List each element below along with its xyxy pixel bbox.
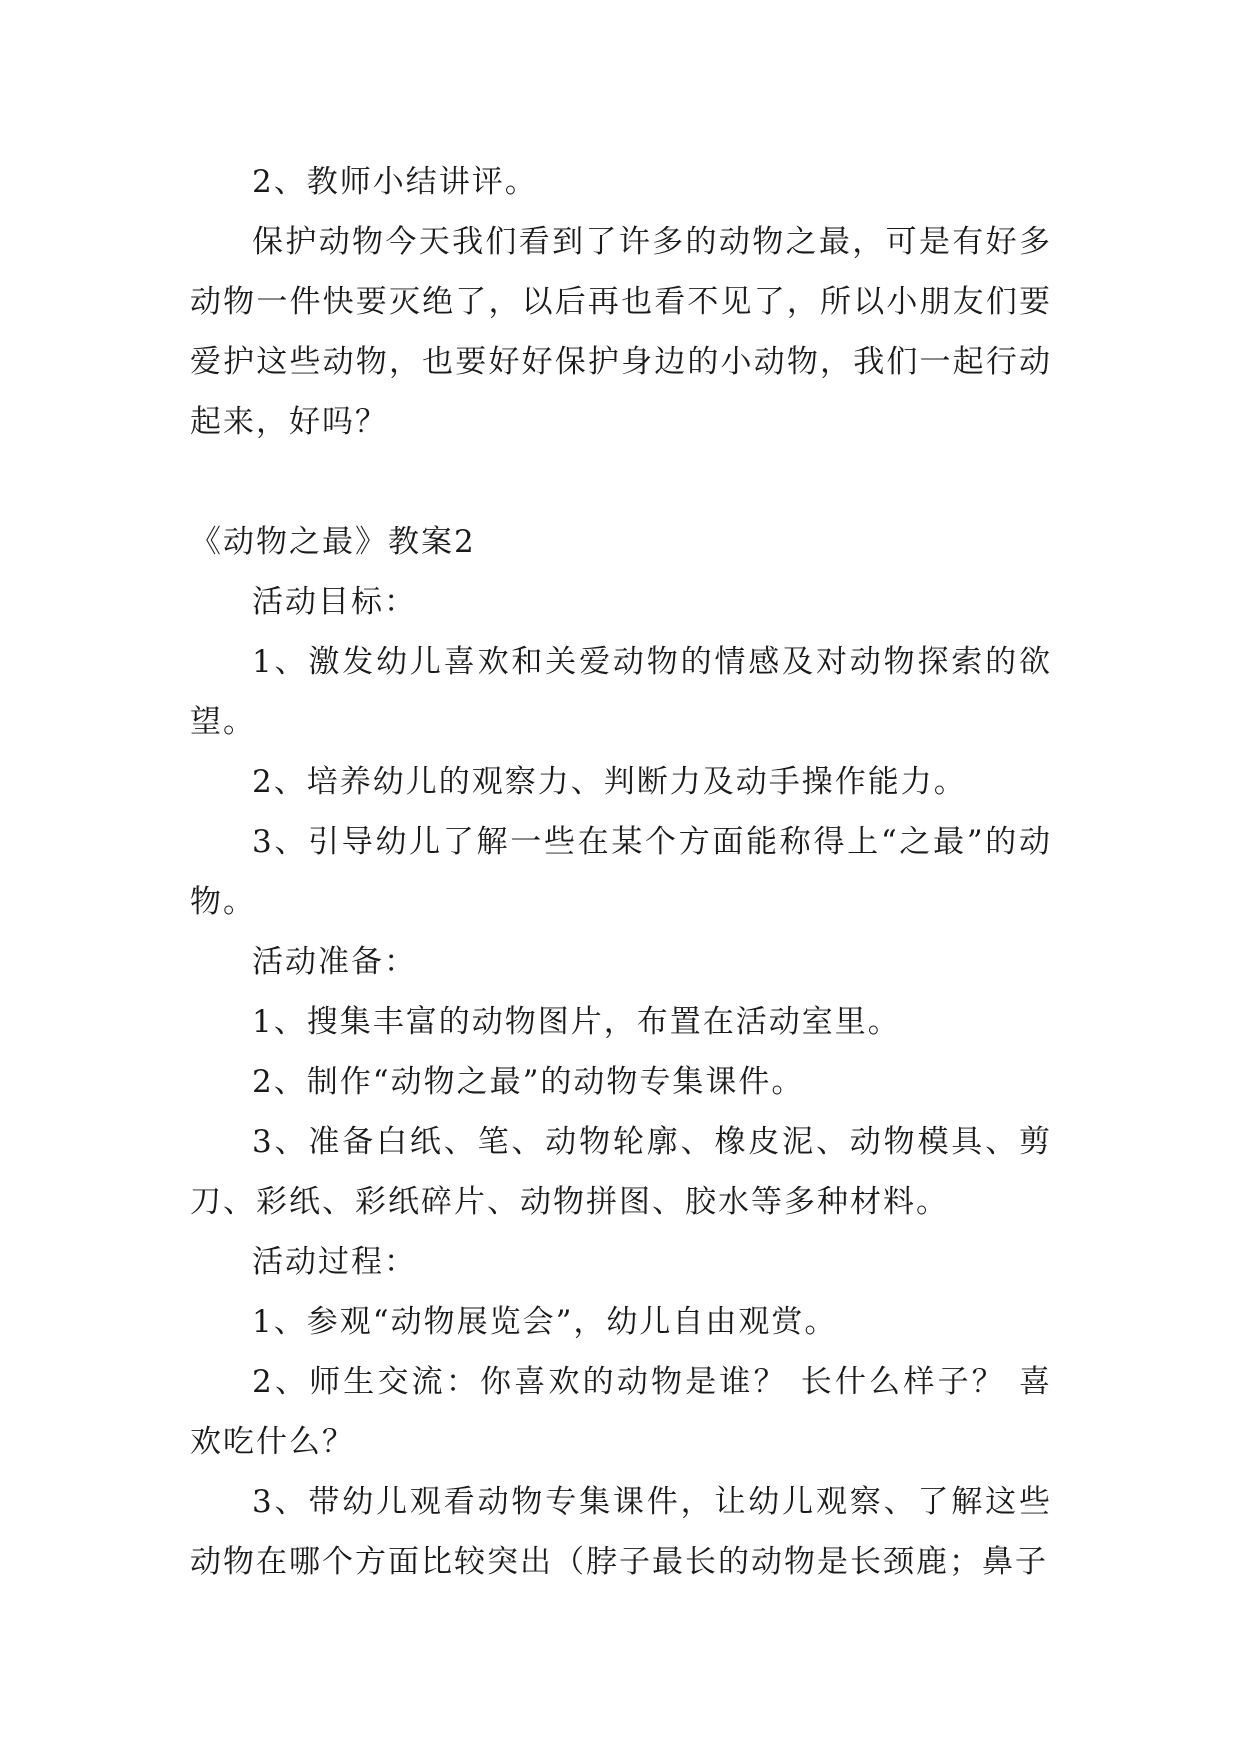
paragraph-activity-process-heading: 活动过程： bbox=[252, 1244, 417, 1280]
paragraph-activity-goals-heading: 活动目标： bbox=[252, 584, 417, 620]
paragraph-process-3: 3、带幼儿观看动物专集课件，让幼儿观察、了解这些动物在哪个方面比较突出（脖子最长的动物是长颈鹿；鼻子 bbox=[190, 1484, 1052, 1580]
paragraph-goal-2: 2、培养幼儿的观察力、判断力及动手操作能力。 bbox=[252, 764, 967, 800]
paragraph-prep-3: 3、准备白纸、笔、动物轮廓、橡皮泥、动物模具、剪刀、彩纸、彩纸碎片、动物拼图、胶水等多种材料。 bbox=[190, 1124, 1052, 1220]
paragraph-process-1: 1、参观“动物展览会”，幼儿自由观赏。 bbox=[252, 1304, 838, 1340]
paragraph-prep-2: 2、制作“动物之最”的动物专集课件。 bbox=[252, 1064, 805, 1100]
lesson-plan-title: 《动物之最》教案2 bbox=[190, 524, 476, 560]
paragraph-summary-heading: 2、教师小结讲评。 bbox=[252, 164, 538, 200]
paragraph-process-2: 2、师生交流：你喜欢的动物是谁？ 长什么样子？ 喜欢吃什么？ bbox=[190, 1364, 1052, 1460]
document-body bbox=[190, 152, 1052, 1592]
paragraph-protect-animals: 保护动物今天我们看到了许多的动物之最，可是有好多动物一件快要灭绝了，以后再也看不见了，所以小朋友们要爱护这些动物，也要好好保护身边的小动物，我们一起行动起来，好吗？ bbox=[190, 224, 1052, 440]
paragraph-prep-1: 1、搜集丰富的动物图片，布置在活动室里。 bbox=[252, 1004, 901, 1040]
paragraph-goal-3: 3、引导幼儿了解一些在某个方面能称得上“之最”的动物。 bbox=[190, 824, 1052, 920]
paragraph-goal-1: 1、激发幼儿喜欢和关爱动物的情感及对动物探索的欲望。 bbox=[190, 644, 1052, 740]
paragraph-activity-prep-heading: 活动准备： bbox=[252, 944, 417, 980]
